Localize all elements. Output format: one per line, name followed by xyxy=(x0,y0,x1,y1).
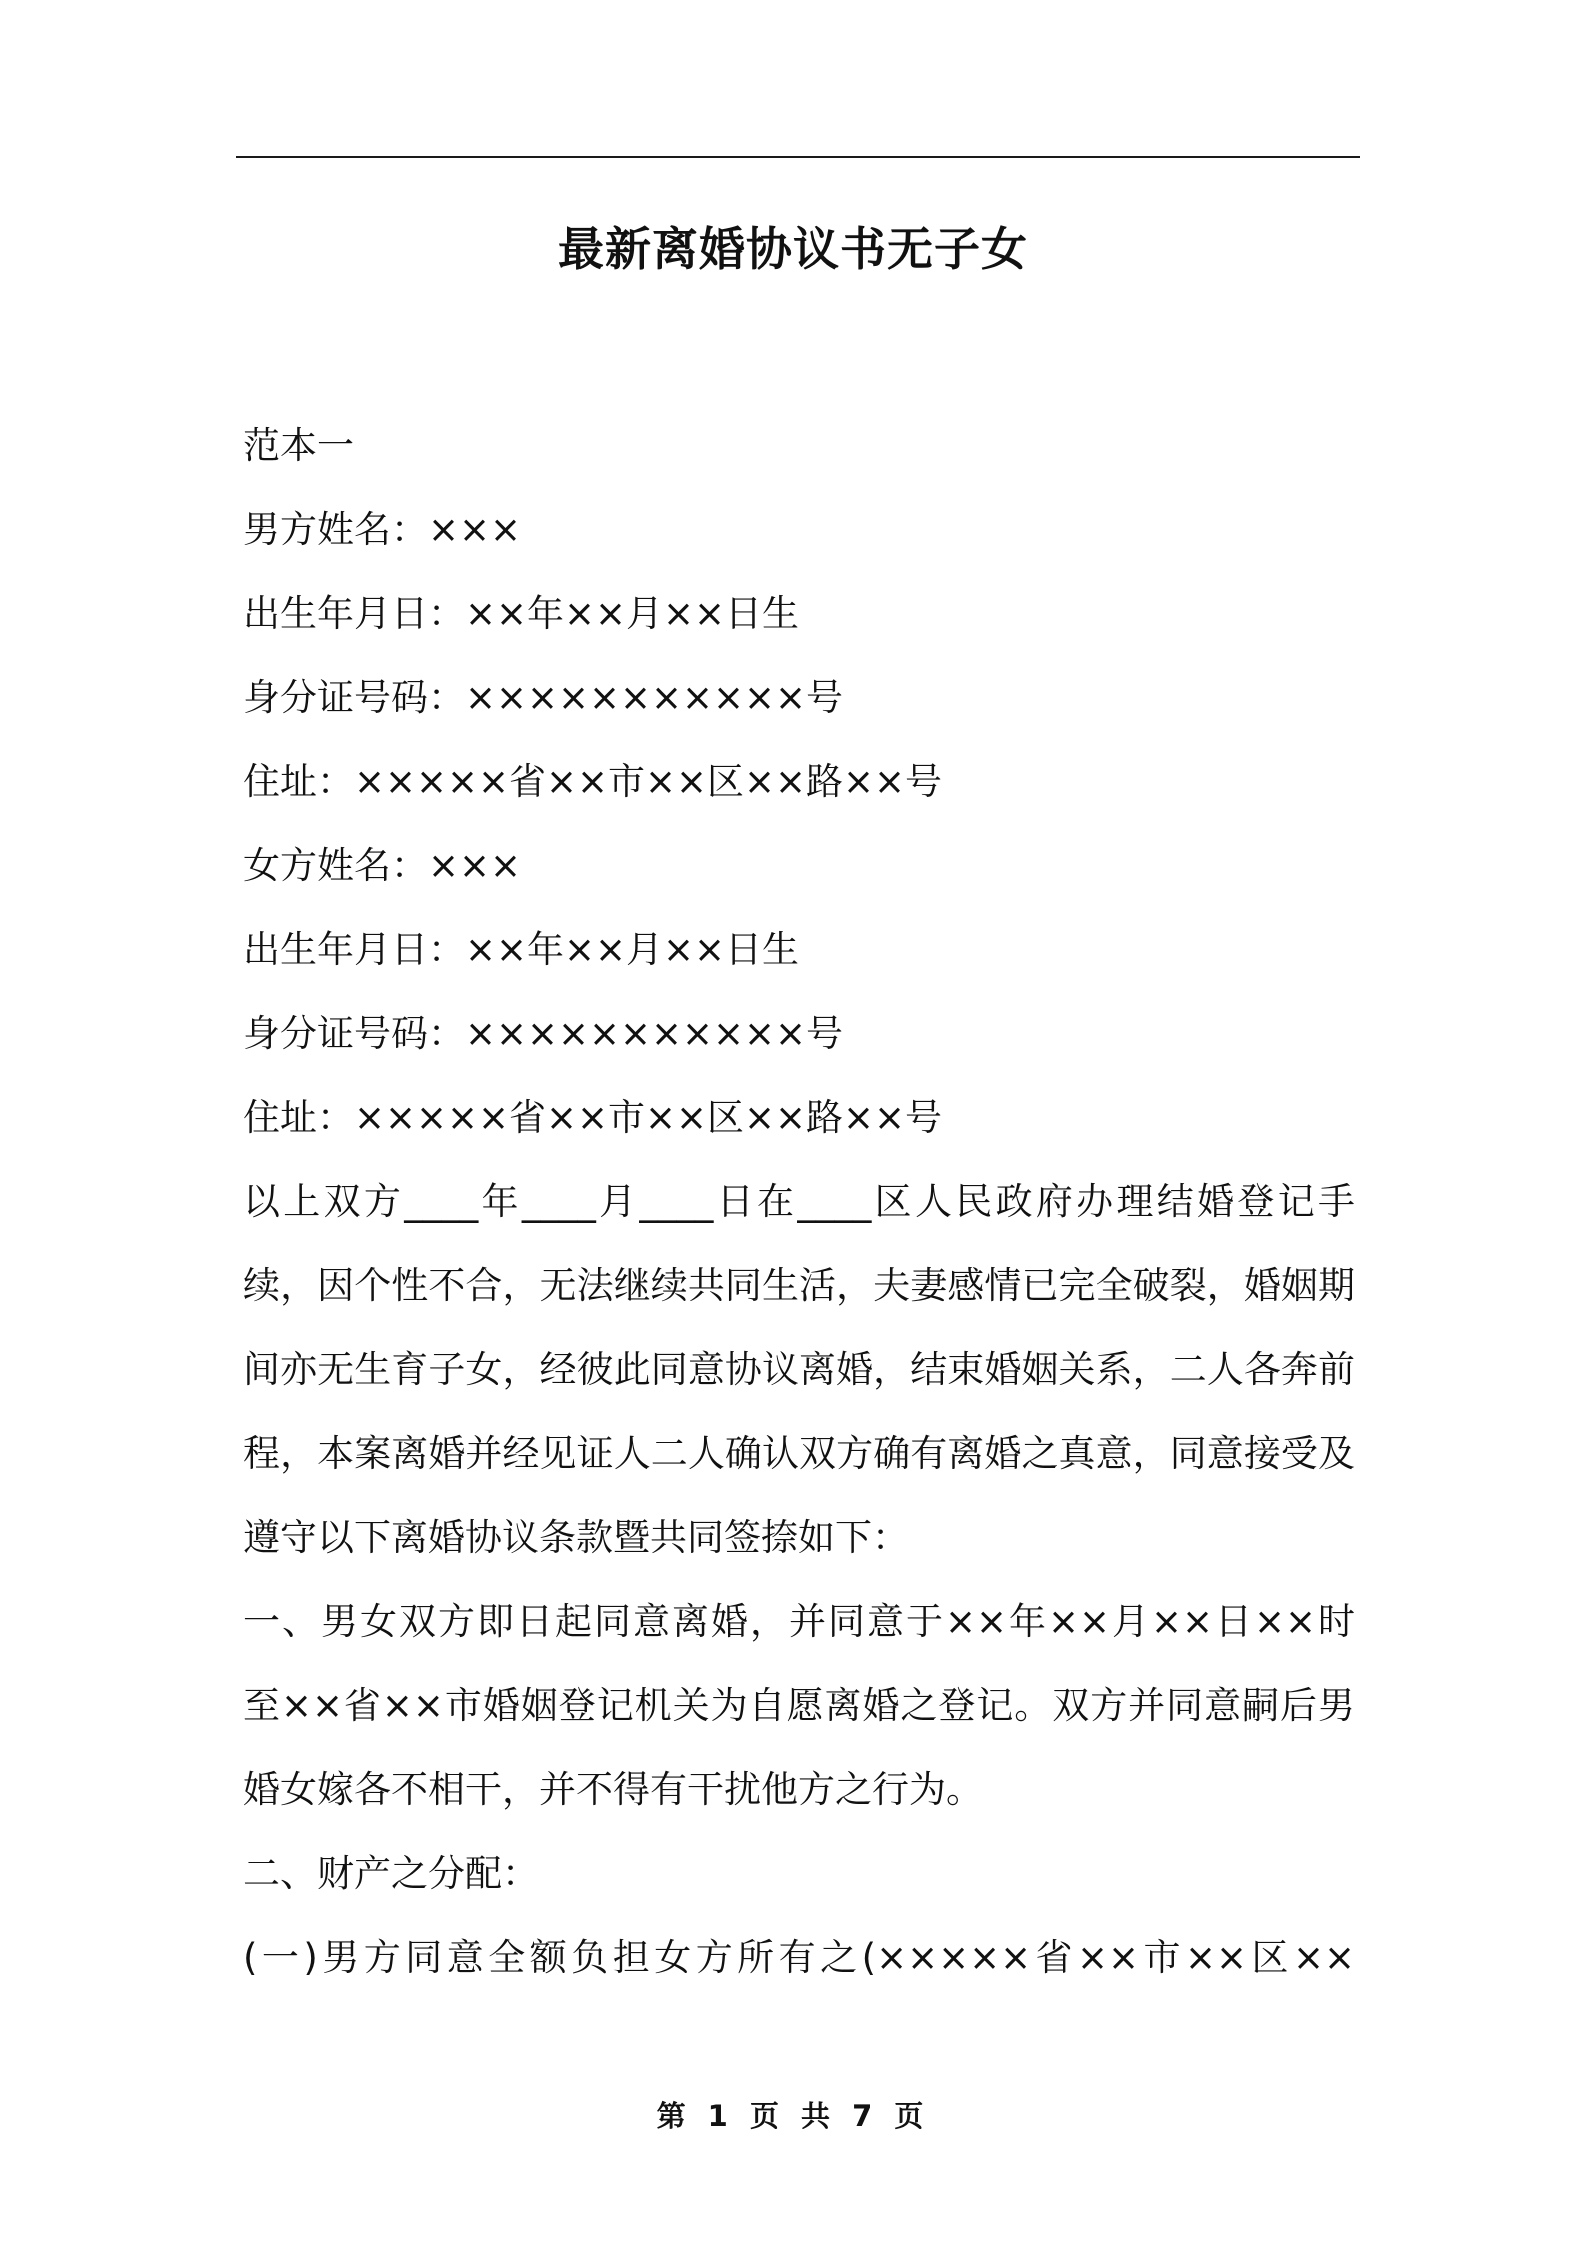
paragraph-line: 续，因个性不合，无法继续共同生活，夫妻感情已完全破裂，婚姻期 xyxy=(243,1264,1355,1307)
clause-line: 婚女嫁各不相干，并不得有干扰他方之行为。 xyxy=(243,1768,983,1811)
paragraph-line: 程，本案离婚并经见证人二人确认双方确有离婚之真意，同意接受及 xyxy=(243,1432,1355,1475)
male-address-line: 住址：×××××省××市××区××路××号 xyxy=(243,760,943,803)
document-title: 最新离婚协议书无子女 xyxy=(558,222,1028,276)
clause-heading: 二、财产之分配： xyxy=(243,1852,539,1895)
document-body xyxy=(243,404,1355,2000)
female-name-line: 女方姓名：××× xyxy=(243,844,522,887)
paragraph-line: 遵守以下离婚协议条款暨共同签捺如下： xyxy=(243,1516,909,1559)
clause-line: 一、男女双方即日起同意离婚，并同意于××年××月××日××时 xyxy=(243,1600,1355,1643)
female-id-line: 身分证号码：×××××××××××号 xyxy=(243,1012,844,1055)
header-rule xyxy=(236,156,1360,158)
male-name-line: 男方姓名：××× xyxy=(243,508,522,551)
female-address-line: 住址：×××××省××市××区××路××号 xyxy=(243,1096,943,1139)
page-number: 第 1 页 共 7 页 xyxy=(656,2099,930,2133)
male-birthdate-line: 出生年月日：××年××月××日生 xyxy=(243,592,800,635)
female-birthdate-line: 出生年月日：××年××月××日生 xyxy=(243,928,800,971)
male-id-line: 身分证号码：×××××××××××号 xyxy=(243,676,844,719)
section-label: 范本一 xyxy=(243,424,354,467)
clause-line: (一)男方同意全额负担女方所有之(×××××省××市××区×× xyxy=(243,1936,1355,1979)
clause-line: 至××省××市婚姻登记机关为自愿离婚之登记。双方并同意嗣后男 xyxy=(243,1684,1355,1727)
paragraph-line: 以上双方____年____月____日在____区人民政府办理结婚登记手 xyxy=(243,1180,1355,1223)
paragraph-line: 间亦无生育子女，经彼此同意协议离婚，结束婚姻关系，二人各奔前 xyxy=(243,1348,1355,1391)
